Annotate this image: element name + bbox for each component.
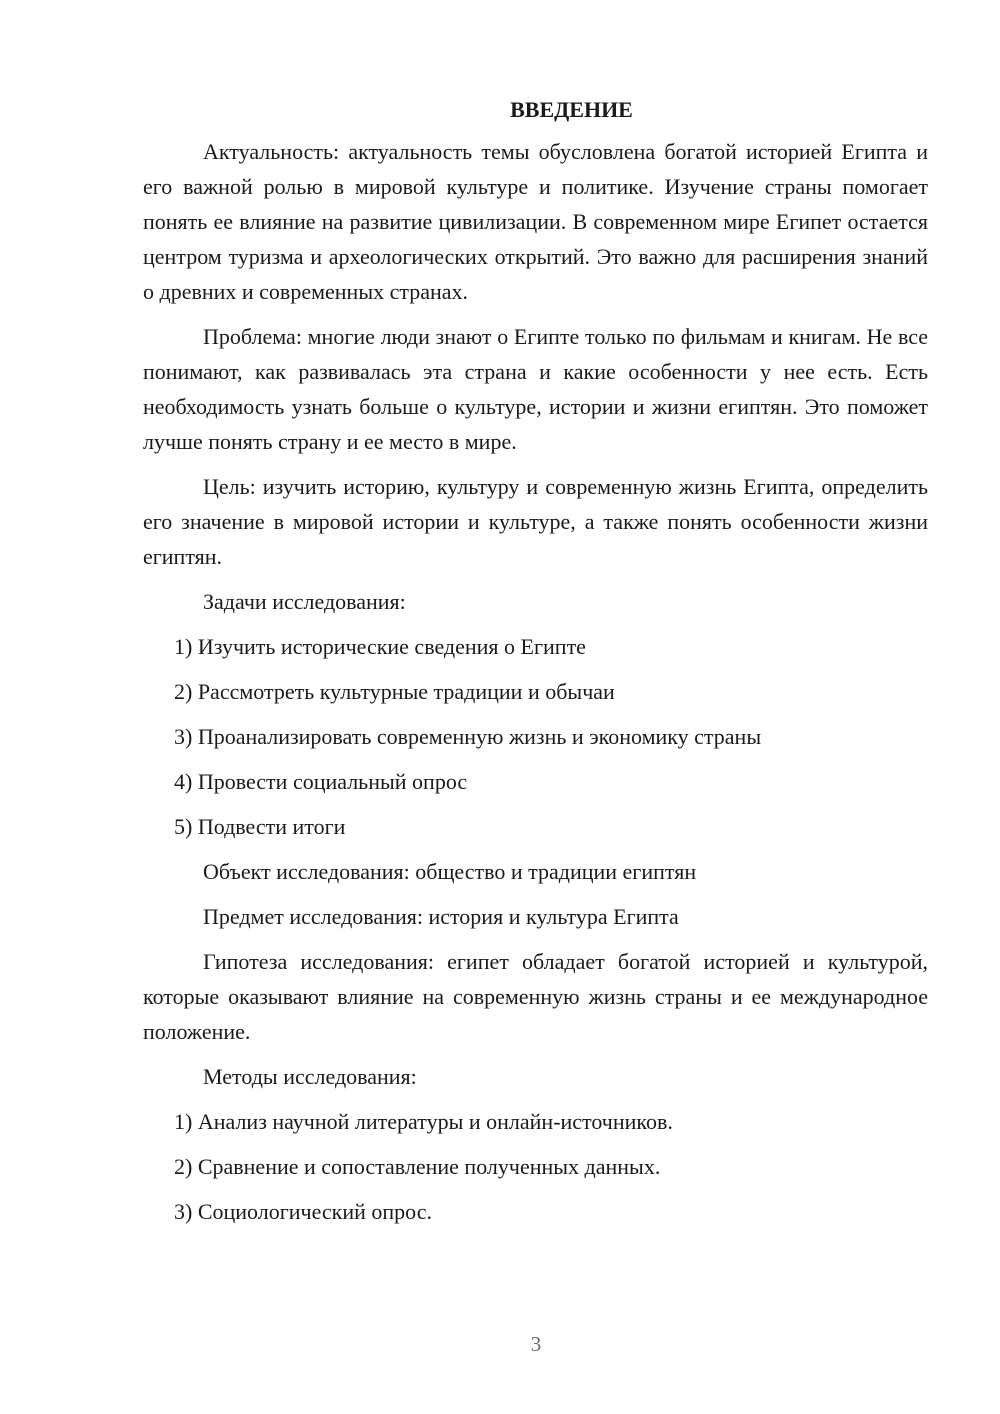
methods-heading: Методы исследования: <box>203 1064 417 1089</box>
list-item: 3) Проанализировать современную жизнь и экономику страны <box>174 724 762 749</box>
list-item: 1) Изучить исторические сведения о Египте <box>174 634 586 659</box>
tasks-heading: Задачи исследования: <box>203 589 406 614</box>
list-item: 5) Подвести итоги <box>174 814 346 839</box>
section-title: ВВЕДЕНИЕ <box>510 97 633 122</box>
subject-line: Предмет исследования: история и культура Египта <box>203 904 679 929</box>
object-line: Объект исследования: общество и традиции египтян <box>203 859 697 884</box>
list-item: 2) Рассмотреть культурные традиции и обычаи <box>174 679 615 704</box>
tasks-list <box>143 629 928 844</box>
list-item: 1) Анализ научной литературы и онлайн-источников. <box>174 1109 673 1134</box>
problem-paragraph: Проблема: многие люди знают о Египте только по фильмам и книгам. Не все понимают, как развивалась эта страна и какие особенности у нее есть. Есть необходимость узнать больше о культуре, истории и жизни египтян. Это поможет лучше понять страну и ее место в мире. <box>143 324 928 454</box>
methods-list <box>143 1104 928 1229</box>
relevance-paragraph: Актуальность: актуальность темы обусловлена богатой историей Египта и его важной ролью в мировой культуре и политике. Изучение страны помогает понять ее влияние на развитие цивилизации. В современном мире Египет остается центром туризма и археологических открытий. Это важно для расширения знаний о древних и современных странах. <box>143 139 928 304</box>
list-item: 2) Сравнение и сопоставление полученных данных. <box>174 1154 661 1179</box>
goal-paragraph: Цель: изучить историю, культуру и современную жизнь Египта, определить его значение в мировой истории и культуре, а также понять особенности жизни египтян. <box>143 474 928 569</box>
hypothesis-paragraph: Гипотеза исследования: египет обладает богатой историей и культурой, которые оказывают влияние на современную жизнь страны и ее международное положение. <box>143 949 928 1044</box>
document-body <box>143 92 928 1239</box>
page-number: 3 <box>530 1332 542 1356</box>
list-item: 4) Провести социальный опрос <box>174 769 468 794</box>
list-item: 3) Социологический опрос. <box>174 1199 432 1224</box>
